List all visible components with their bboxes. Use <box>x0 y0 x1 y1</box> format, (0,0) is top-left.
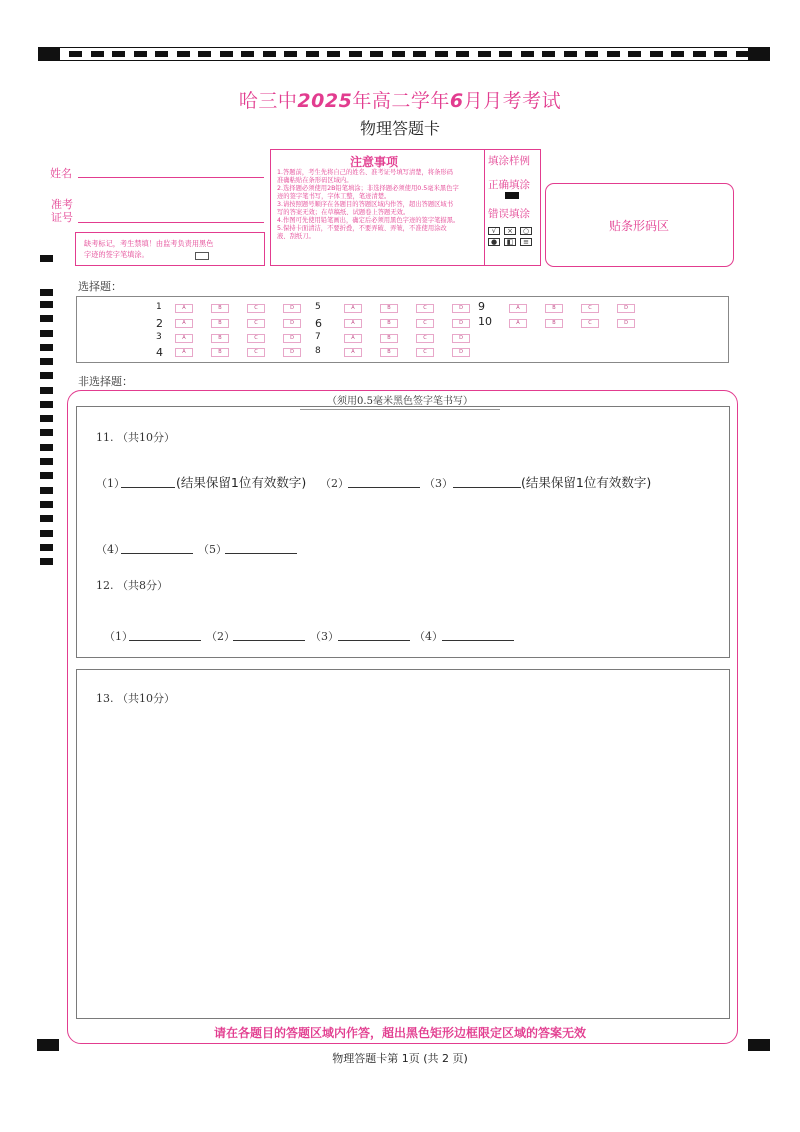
title-year: 2025 <box>297 90 353 112</box>
mc-option-bubble[interactable]: D <box>283 304 301 313</box>
mc-option-bubble[interactable]: B <box>545 304 563 313</box>
name-label: 姓名 <box>50 167 72 180</box>
mc-question-number: 9 <box>478 300 485 313</box>
id-label-1: 准考 <box>51 198 73 211</box>
notice-line: 液、刮纸刀。 <box>277 233 315 240</box>
side-timing-mark <box>40 472 53 479</box>
q11-p3-blank[interactable] <box>453 474 521 488</box>
mc-option-bubble[interactable]: C <box>416 348 434 357</box>
top-bar-segment <box>564 51 577 57</box>
correct-fill-label: 正确填涂 <box>488 179 530 191</box>
page-info: 物理答题卡第 1页 (共 2 页) <box>332 1052 468 1065</box>
q12-p2-blank[interactable] <box>233 627 305 641</box>
mc-question-number: 8 <box>315 346 321 356</box>
q13-answer-box[interactable] <box>76 669 730 1019</box>
mc-box <box>76 296 729 363</box>
side-timing-mark <box>40 315 53 322</box>
title-suffix: 月月考考试 <box>463 90 562 112</box>
q11-p4-blank[interactable] <box>121 540 193 554</box>
name-field[interactable] <box>78 177 264 178</box>
side-timing-mark <box>40 301 53 308</box>
exam-id-field[interactable] <box>78 222 264 223</box>
line-mark-icon: ≡ <box>520 238 532 246</box>
mc-option-bubble[interactable]: D <box>452 334 470 343</box>
mc-option-bubble[interactable]: D <box>617 304 635 313</box>
top-bar-segment <box>198 51 211 57</box>
top-bar-segment <box>456 51 469 57</box>
mc-question-number: 5 <box>315 302 321 312</box>
exam-title <box>0 86 800 113</box>
id-label-2: 证号 <box>51 211 73 224</box>
q12-p3-label: （3） <box>310 630 339 643</box>
mc-question-number: 4 <box>156 346 163 359</box>
top-bar-segment <box>714 51 727 57</box>
mc-question-number: 2 <box>156 317 163 330</box>
side-timing-mark <box>40 544 53 551</box>
top-bar-segment <box>177 51 190 57</box>
side-timing-mark <box>40 387 53 394</box>
mc-option-bubble[interactable]: B <box>211 319 229 328</box>
mc-option-bubble[interactable]: D <box>452 348 470 357</box>
q13-title: 13. （共10分） <box>96 692 175 705</box>
mc-option-bubble[interactable]: A <box>509 304 527 313</box>
top-bar-segment <box>392 51 405 57</box>
mc-option-bubble[interactable]: B <box>211 348 229 357</box>
pen-note: （须用0.5毫米黑色签字笔书写） <box>300 392 500 410</box>
mc-option-bubble[interactable]: A <box>175 319 193 328</box>
mc-option-bubble[interactable]: C <box>416 304 434 313</box>
mc-option-bubble[interactable]: B <box>380 334 398 343</box>
q12-p1-blank[interactable] <box>129 627 201 641</box>
notice-divider <box>484 150 485 265</box>
notice-line: 2.选择题必须使用2B铅笔填涂；非选择题必须使用0.5毫米黑色字 <box>277 185 459 192</box>
side-timing-mark <box>40 487 53 494</box>
top-bar-segment <box>241 51 254 57</box>
mc-question-number: 3 <box>156 332 162 342</box>
side-timing-mark <box>40 255 53 262</box>
top-bar-right-block <box>748 47 770 61</box>
barcode-area <box>545 183 734 267</box>
top-timing-bar <box>38 47 770 61</box>
top-bar-segment <box>650 51 663 57</box>
q12-p1-label: （1） <box>104 630 133 643</box>
top-bar-segment <box>220 51 233 57</box>
nc-section-label: 非选择题： <box>78 375 133 388</box>
top-bar-segment <box>349 51 362 57</box>
top-bar-segment <box>306 51 319 57</box>
q11-p5-blank[interactable] <box>225 540 297 554</box>
mc-option-bubble[interactable]: D <box>452 304 470 313</box>
fill-sample-heading: 填涂样例 <box>488 155 530 167</box>
q12-p2-label: （2） <box>206 630 235 643</box>
mc-question-number: 10 <box>478 315 492 328</box>
q11-p3-label: （3） <box>424 477 453 490</box>
top-bar-segment <box>327 51 340 57</box>
mc-option-bubble[interactable]: D <box>617 319 635 328</box>
mc-option-bubble[interactable]: B <box>211 334 229 343</box>
mc-option-bubble[interactable]: B <box>380 304 398 313</box>
mc-option-bubble[interactable]: C <box>416 319 434 328</box>
mc-question-number: 1 <box>156 302 162 312</box>
mc-option-bubble[interactable]: C <box>247 334 265 343</box>
top-bar-segment <box>607 51 620 57</box>
top-bar-segment <box>736 51 749 57</box>
q11-p3-note: (结果保留1位有效数字) <box>521 475 652 490</box>
top-bar-segment <box>521 51 534 57</box>
side-timing-mark <box>40 515 53 522</box>
mc-option-bubble[interactable]: C <box>581 304 599 313</box>
notice-line: 迹的签字笔书写，字体工整，笔迹清楚。 <box>277 193 391 200</box>
mc-question-number: 6 <box>315 317 322 330</box>
q11-p2-blank[interactable] <box>348 474 420 488</box>
notice-lines <box>277 169 482 241</box>
notice-heading: 注意事项 <box>350 155 399 169</box>
side-timing-mark <box>40 458 53 465</box>
side-timing-mark <box>40 501 53 508</box>
side-timing-mark <box>40 372 53 379</box>
half-mark-icon: ◧ <box>504 238 516 246</box>
top-bar-segment <box>155 51 168 57</box>
check-mark-icon: √ <box>488 227 500 235</box>
q11-p1-note: (结果保留1位有效数字) <box>176 475 307 490</box>
side-timing-mark <box>40 558 53 565</box>
top-bar-segment <box>134 51 147 57</box>
top-bar-segment <box>370 51 383 57</box>
mc-option-bubble[interactable]: D <box>283 334 301 343</box>
mc-option-bubble[interactable]: C <box>247 348 265 357</box>
absent-checkbox[interactable] <box>195 252 209 260</box>
circle-mark-icon: ○ <box>520 227 532 235</box>
top-bar-segment <box>542 51 555 57</box>
mc-option-bubble[interactable]: C <box>247 304 265 313</box>
side-timing-mark <box>40 530 53 537</box>
mc-option-bubble[interactable]: D <box>283 319 301 328</box>
q11-title: 11. （共10分） <box>96 431 175 444</box>
card-title: 物理答题卡 <box>359 119 440 138</box>
top-bar-segment <box>628 51 641 57</box>
side-timing-mark <box>40 401 53 408</box>
mc-option-bubble[interactable]: C <box>247 319 265 328</box>
title-month: 6 <box>449 90 464 112</box>
side-timing-mark <box>40 289 53 296</box>
mc-option-bubble[interactable]: B <box>211 304 229 313</box>
absent-text-2: 字迹的签字笔填涂。 <box>84 250 149 259</box>
mc-option-bubble[interactable]: A <box>344 334 362 343</box>
notice-line: 1.答题前，考生先将自己的姓名、准考证号填写清楚，将条形码 <box>277 169 454 176</box>
absent-mark-box <box>75 232 265 266</box>
top-bar-segment <box>693 51 706 57</box>
side-timing-mark <box>40 444 53 451</box>
barcode-label: 贴条形码区 <box>608 219 669 233</box>
side-timing-mark <box>40 415 53 422</box>
mc-option-bubble[interactable]: B <box>380 348 398 357</box>
notice-line: 准确粘贴在条形码区域内。 <box>277 177 353 184</box>
mc-option-bubble[interactable]: A <box>344 319 362 328</box>
notice-line: 5.保持卡面清洁，不要折叠，不要弄破、弄皱，不准使用涂改 <box>277 225 447 232</box>
cross-mark-icon: × <box>504 227 516 235</box>
q12-title: 12. （共8分） <box>96 579 168 592</box>
mc-option-bubble[interactable]: D <box>452 319 470 328</box>
top-bar-segment <box>671 51 684 57</box>
side-timing-mark <box>40 429 53 436</box>
dot-mark-icon: ● <box>488 238 500 246</box>
mc-option-bubble[interactable]: A <box>344 348 362 357</box>
top-bar-left-block <box>38 47 60 61</box>
mc-option-bubble[interactable]: A <box>344 304 362 313</box>
q11-p2-label: （2） <box>320 477 349 490</box>
notice-line: 3.请按照题号顺序在各题目的答题区域内作答，超出答题区域书 <box>277 201 454 208</box>
title-mid: 年高二学年 <box>352 90 450 112</box>
absent-text-1: 缺考标记，考生禁填！由监考负责用黑色 <box>84 239 214 248</box>
mc-option-bubble[interactable]: A <box>509 319 527 328</box>
top-bar-segment <box>499 51 512 57</box>
notice-box <box>270 149 541 266</box>
notice-line: 写的答案无效；在草稿纸、试题卷上答题无效。 <box>277 209 410 216</box>
q11-p1-label: （1） <box>96 477 125 490</box>
top-bar-segment <box>69 51 82 57</box>
mc-option-bubble[interactable]: B <box>380 319 398 328</box>
footer-warning: 请在各题目的答题区域内作答，超出黑色矩形边框限定区域的答案无效 <box>213 1026 586 1040</box>
top-bar-segment <box>585 51 598 57</box>
notice-line: 4.作图可先使用铅笔画出，确定后必须用黑色字迹的签字笔描黑。 <box>277 217 460 224</box>
mc-section-label: 选择题： <box>78 280 122 293</box>
top-bar-segment <box>112 51 125 57</box>
top-bar-segment <box>284 51 297 57</box>
top-bar-segment <box>478 51 491 57</box>
q11-p1-blank[interactable] <box>121 474 175 488</box>
side-timing-mark <box>40 344 53 351</box>
mc-option-bubble[interactable]: D <box>283 348 301 357</box>
mc-option-bubble[interactable]: A <box>175 304 193 313</box>
top-bar-segment <box>435 51 448 57</box>
side-timing-mark <box>40 330 53 337</box>
mc-option-bubble[interactable]: C <box>581 319 599 328</box>
side-timing-mark <box>40 358 53 365</box>
q11-p5-label: （5） <box>198 543 227 556</box>
correct-fill-icon <box>505 192 519 199</box>
q11-p4-label: （4） <box>96 543 125 556</box>
top-bar-segment <box>413 51 426 57</box>
mc-option-bubble[interactable]: A <box>175 334 193 343</box>
q12-p3-blank[interactable] <box>338 627 410 641</box>
mc-option-bubble[interactable]: B <box>545 319 563 328</box>
q12-p4-blank[interactable] <box>442 627 514 641</box>
wrong-fill-label: 错误填涂 <box>488 208 530 220</box>
q12-p4-label: （4） <box>414 630 443 643</box>
top-bar-segment <box>91 51 104 57</box>
title-prefix: 哈三中 <box>238 90 298 112</box>
mc-question-number: 7 <box>315 332 321 342</box>
top-bar-segment <box>263 51 276 57</box>
mc-option-bubble[interactable]: C <box>416 334 434 343</box>
mc-option-bubble[interactable]: A <box>175 348 193 357</box>
